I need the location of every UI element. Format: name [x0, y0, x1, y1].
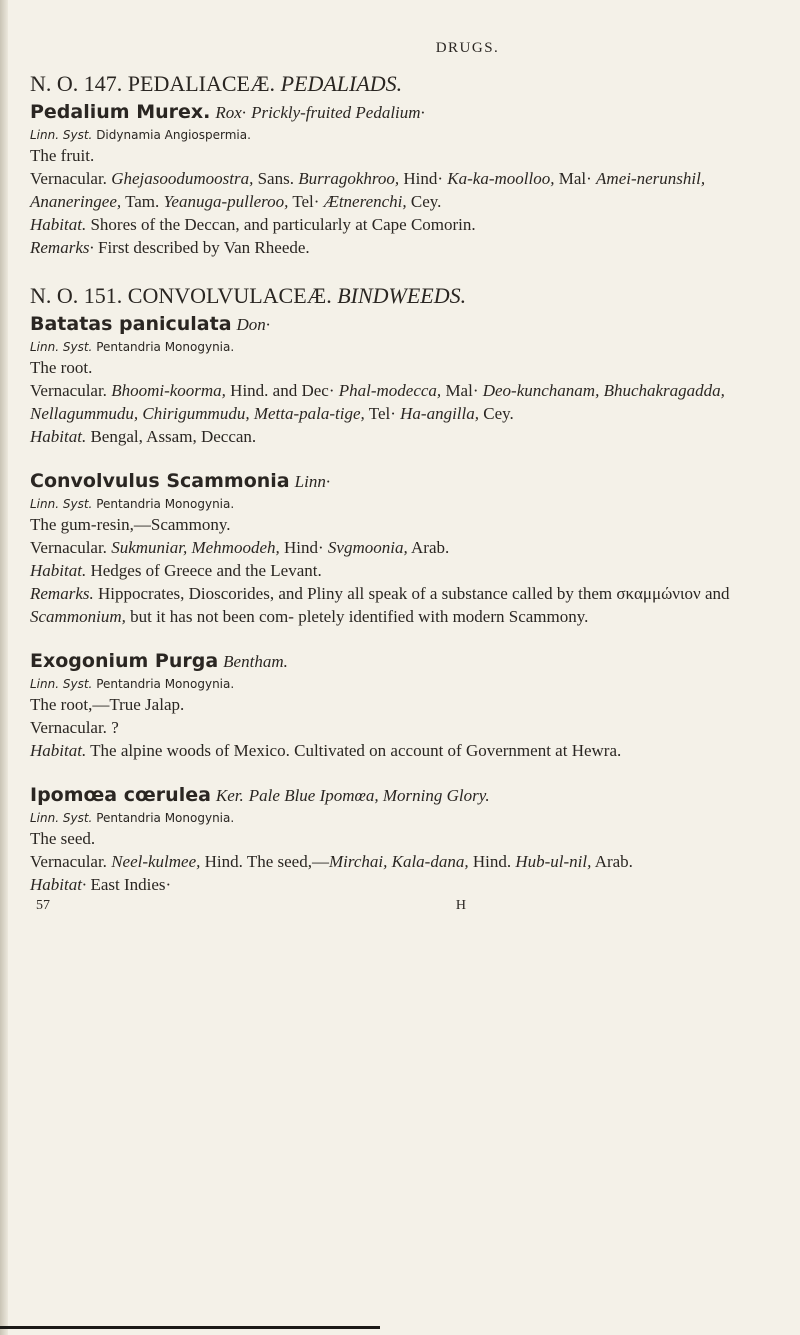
vern-name: Ha-angilla, [400, 404, 479, 423]
species-heading [30, 101, 765, 124]
vern-name: Burragokhroo, [298, 169, 400, 188]
linn-value: Pentandria Monogynia. [96, 497, 235, 511]
habitat-text: Bengal, Assam, Deccan. [90, 427, 257, 446]
vern-lang: Arab. [411, 538, 450, 557]
habitat [30, 739, 765, 762]
remarks-text: Hippocrates, Dioscorides, and Pliny all speak of a substance [97, 584, 508, 603]
entry-batatas [30, 313, 765, 448]
species-heading [30, 313, 765, 336]
habitat-label: Habitat. [30, 561, 87, 580]
linn-label: Linn. Syst. [30, 128, 93, 142]
vern-name: Amei-nerunshil, [596, 169, 706, 188]
linnaean-system [30, 811, 765, 825]
english-name: Pale Blue Ipomœa, Morning Glory. [248, 786, 490, 805]
habitat [30, 559, 765, 582]
vern-lang: Mal· [445, 381, 479, 400]
bottom-rule [0, 1326, 380, 1329]
habitat-label: Habitat. [30, 741, 87, 760]
vern-lang: Hind· [403, 169, 444, 188]
page-footer [36, 898, 466, 914]
habitat-label: Habitat. [30, 215, 87, 234]
part-used: The root. [30, 358, 93, 377]
linn-value: Pentandria Monogynia. [96, 677, 235, 691]
authority: Don· [236, 315, 271, 334]
order-latin: PEDALIACEÆ. [127, 71, 276, 96]
species-heading [30, 650, 765, 673]
species-heading [30, 470, 765, 493]
entry-convolvulus [30, 470, 765, 628]
vernacular-label: Vernacular. [30, 381, 107, 400]
vern-lang: Hind. and Dec· [230, 381, 335, 400]
remarks-text: called by them [512, 584, 613, 603]
linn-label: Linn. Syst. [30, 677, 93, 691]
order-english: PEDALIADS. [280, 71, 403, 96]
habitat-text: Government at Hewra. [465, 741, 622, 760]
vern-name: Hub-ul-nil, [515, 852, 592, 871]
vern-name: ? [111, 718, 119, 737]
linnaean-system [30, 677, 765, 691]
authority: Bentham. [223, 652, 288, 671]
part-used: The seed. [30, 829, 96, 848]
authority: Linn· [294, 472, 331, 491]
running-head: DRUGS. [435, 40, 500, 56]
authority: Ker. [215, 786, 244, 805]
vernacular [30, 167, 765, 213]
habitat-text: Hedges of Greece and the Levant. [90, 561, 322, 580]
order-number: N. O. 147. [30, 71, 123, 96]
vern-name: Metta-pala-tige, [253, 404, 365, 423]
order-latin: CONVOLVULACEÆ. [127, 283, 332, 308]
linnaean-system [30, 497, 765, 511]
vern-lang: Tam. [125, 192, 160, 211]
signature-mark: H [455, 898, 466, 913]
vern-name: Ka-ka-moolloo, [447, 169, 555, 188]
vernacular [30, 379, 765, 425]
habitat-text: Shores of the Deccan, and particularly at Cape Comorin. [90, 215, 476, 234]
page-number: 57 [36, 898, 50, 913]
vernacular [30, 850, 765, 873]
order-heading-pedaliaceae [30, 71, 765, 97]
part-used: The root,—True Jalap. [30, 695, 185, 714]
authority: Rox· [215, 103, 247, 122]
habitat-label: Habitat. [30, 427, 87, 446]
vern-lang: Hind· [284, 538, 324, 557]
vern-name: Svgmoonia, [327, 538, 408, 557]
part-used: The gum-resin,—Scammony. [30, 515, 231, 534]
vern-lang: Hind. [472, 852, 512, 871]
linnaean-system [30, 340, 765, 354]
vern-lang: Arab. [594, 852, 633, 871]
page-edge [0, 0, 8, 1335]
vern-name: Mirchai, Kala-dana, [328, 852, 469, 871]
linn-value: Pentandria Monogynia. [96, 340, 235, 354]
species-name: Ipomœa cœrulea [30, 784, 211, 806]
entry-pedalium [30, 101, 765, 259]
vern-name: Neel-kulmee, [111, 852, 201, 871]
linn-label: Linn. Syst. [30, 497, 93, 511]
vern-lang: Cey. [483, 404, 514, 423]
vernacular-label: Vernacular. [30, 538, 107, 557]
habitat [30, 213, 765, 236]
vern-name: Bhoomi-koorma, [111, 381, 226, 400]
remarks-label: Remarks. [30, 584, 94, 603]
habitat [30, 425, 765, 448]
vern-lang: Sans. [257, 169, 294, 188]
entry-exogonium [30, 650, 765, 762]
remarks-label: Remarks· [30, 238, 94, 257]
remarks-text: and [704, 584, 730, 603]
english-name: Prickly-fruited Pedalium· [251, 103, 425, 122]
vern-name: Deo-kunchanam, Bhuchakragadda, Nellagummudu, Chirigummudu, [30, 381, 725, 423]
entry-ipomoea [30, 784, 765, 896]
species-name: Pedalium Murex. [30, 101, 211, 123]
vern-name: Sukmuniar, Mehmoodeh, [111, 538, 280, 557]
vern-lang: Tel· [292, 192, 320, 211]
part-used: The fruit. [30, 146, 95, 165]
remarks-text: pletely identified with modern Scammony. [298, 607, 589, 626]
species-name: Exogonium Purga [30, 650, 219, 672]
species-name: Convolvulus Scammonia [30, 470, 290, 492]
vern-name: Yeanuga-pulleroo, [163, 192, 289, 211]
linnaean-system [30, 128, 765, 142]
species-name: Batatas paniculata [30, 313, 232, 335]
vernacular-label: Vernacular. [30, 169, 107, 188]
vernacular [30, 716, 765, 739]
linn-label: Linn. Syst. [30, 811, 93, 825]
page [30, 40, 765, 914]
greek-term: σκαμμώνιον [616, 584, 701, 603]
vern-name: Ananeringee, [30, 192, 122, 211]
vern-lang: Cey. [410, 192, 442, 211]
linn-value: Pentandria Monogynia. [96, 811, 235, 825]
vern-lang: Mal· [558, 169, 592, 188]
vernacular-label: Vernacular. [30, 852, 107, 871]
vernacular [30, 536, 765, 559]
order-english: BINDWEEDS. [337, 283, 467, 308]
order-number: N. O. 151. [30, 283, 123, 308]
habitat-label: Habitat· [30, 875, 87, 894]
remarks-text: First described by Van Rheede. [97, 238, 310, 257]
linn-value: Didynamia Angiospermia. [96, 128, 251, 142]
vern-name: Ghejasoodumoostra, [111, 169, 254, 188]
remarks [30, 582, 765, 628]
remarks-text: but it has not been com- [130, 607, 294, 626]
vern-note: The seed,— [246, 852, 329, 871]
species-heading [30, 784, 765, 807]
habitat [30, 873, 765, 896]
remarks [30, 236, 765, 259]
vernacular-label: Vernacular. [30, 718, 107, 737]
vern-name: Phal-modecca, [338, 381, 442, 400]
linn-label: Linn. Syst. [30, 340, 93, 354]
order-heading-convolvulaceae [30, 283, 765, 309]
vern-name: Ætnerenchi, [323, 192, 407, 211]
latin-term: Scammonium, [30, 607, 126, 626]
vern-lang: Tel· [368, 404, 396, 423]
vern-lang: Hind. [204, 852, 243, 871]
habitat-text: The alpine woods of Mexico. Cultivated on account of [90, 741, 462, 760]
habitat-text: East Indies· [90, 875, 172, 894]
